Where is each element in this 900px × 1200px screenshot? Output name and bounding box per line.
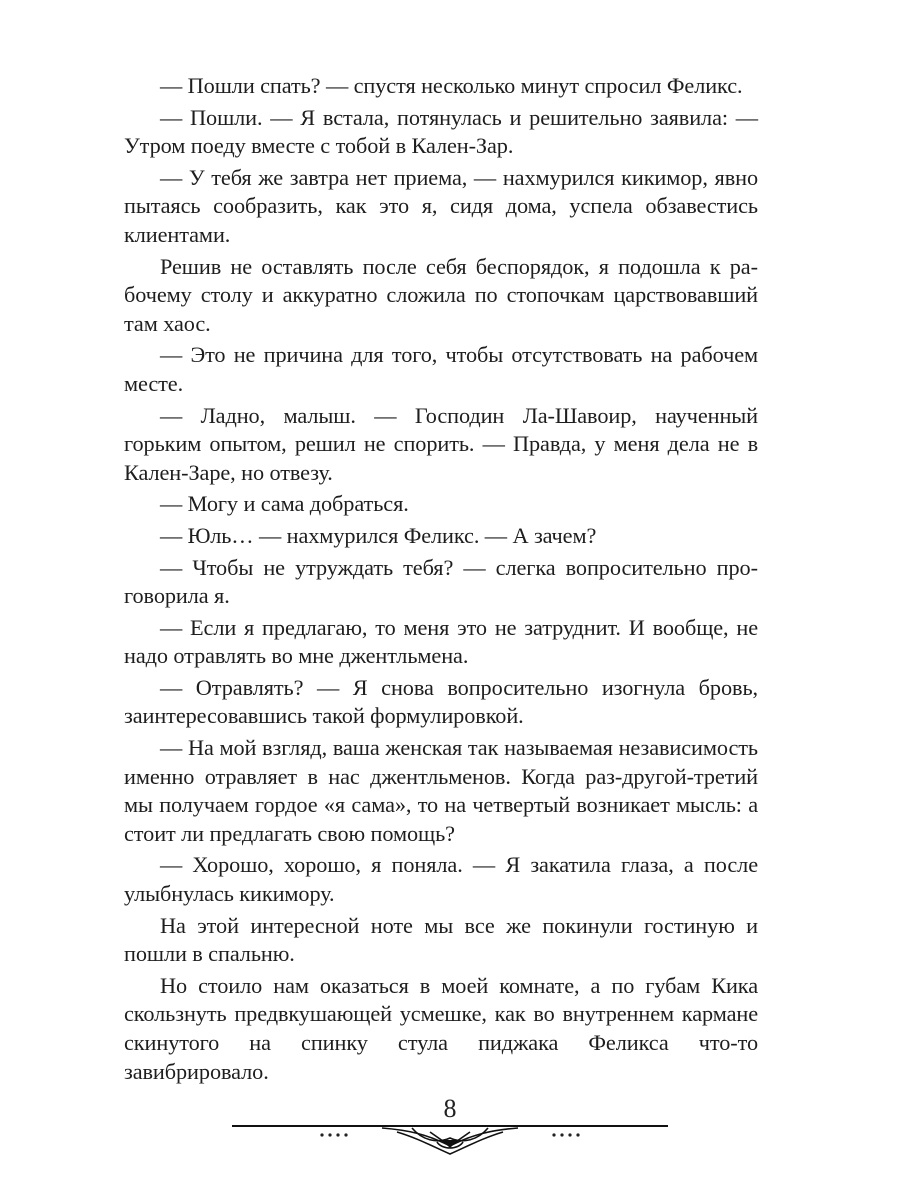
paragraph: — На мой взгляд, ваша женская так называемая независимость именно отравляет в нас джентльменов. Когда раз-другой-третий мы получаем гордое «я сама», то на четвертый возникает мысль: а стоит ли предлагать свою помощь? [124,735,758,846]
paragraph: — Чтобы не утруждать тебя? — слегка вопросительно проговорила я. [124,554,758,609]
paragraph: — У тебя же завтра нет приема, — нахмурился кикимор, явно пытаясь сообразить, как это я, сидя дома, успела обзавестись клиентами. [124,164,758,247]
paragraph: — Отравлять? — Я снова вопросительно изогнула бровь, заинтересовавшись такой формулировкой. [124,674,758,729]
paragraph: — Если я предлагаю, то меня это не затруднит. И вообще, не надо отравлять во мне джентльмена. [124,614,758,669]
paragraph: Решив не оставлять после себя беспорядок, я подошла к рабочему столу и аккуратно сложила по стопочкам царствовавший там хаос. [124,253,758,336]
paragraph: — Пошли. — Я встала, потянулась и решительно заявила: — Утром поеду вместе с тобой в Кален-Зар. [124,104,758,159]
paragraph: — Могу и сама добраться. [160,491,409,517]
paragraph: На этой интересной ноте мы все же покинули гостиную и пошли в спальню. [124,912,758,967]
ornament-divider-icon [232,1120,668,1160]
paragraph: — Хорошо, хорошо, я поняла. — Я закатила глаза, а после улыбнулась кикимору. [124,852,758,907]
paragraph: — Юль… — нахмурился Феликс. — А зачем? [160,522,597,548]
paragraph: — Это не причина для того, чтобы отсутствовать на рабочем месте. [124,342,758,396]
paragraph: Но стоило нам оказаться в моей комнате, а по губам Кика скользнуть предвкушающей усмешке, как во внутреннем кармане скинутого на спинку стула пиджака Феликса что-то завибрировало. [124,972,758,1084]
page-number: 8 [443,1094,457,1123]
page-text [124,72,758,1089]
paragraph: — Ладно, малыш. — Господин Ла-Шавоир, наученный горьким опытом, решил не спорить. — Правда, у меня дела не в Кален-Заре, но отвезу. [124,402,758,485]
paragraph: — Пошли спать? — спустя несколько минут спросил Феликс. [160,73,743,98]
